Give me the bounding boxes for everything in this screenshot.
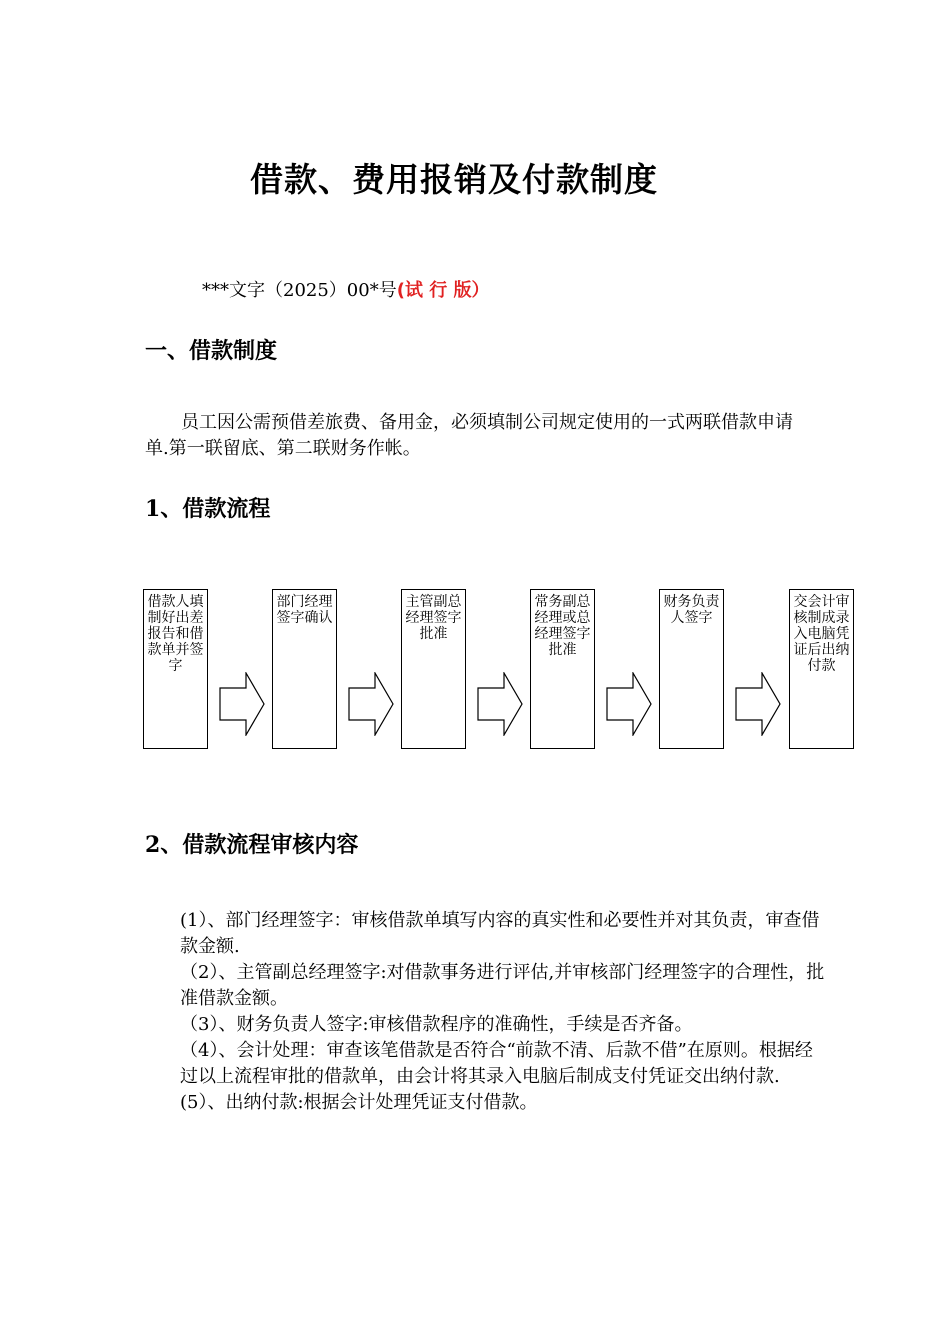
heading-review-text: 、借款流程审核内容 xyxy=(160,833,359,858)
arrow-right-icon xyxy=(735,672,781,736)
arrow-right-icon xyxy=(477,672,523,736)
arrow-right-icon xyxy=(348,672,394,736)
heading-review-content xyxy=(145,828,358,859)
arrow-right-icon xyxy=(219,672,265,736)
flow-step-5: 财务负责人签字 xyxy=(659,589,724,749)
flow-step-6: 交会计审核制成录入电脑凭证后出纳付款 xyxy=(789,589,854,749)
document-number: ***文字（2025）00*号 xyxy=(202,280,397,301)
document-number-line xyxy=(202,276,489,302)
document-title: 借款、费用报销及付款制度 xyxy=(250,160,658,199)
flow-step-3: 主管副总经理签字批准 xyxy=(401,589,466,749)
list-item: (5）、出纳付款:根据会计处理凭证支付借款。 xyxy=(180,1092,538,1113)
list-item: （3）、财务负责人签字:审核借款程序的准确性，手续是否齐备。 xyxy=(180,1014,693,1035)
list-item: （2）、主管副总经理签字:对借款事务进行评估,并审核部门经理签字的合理性，批准借款金额。 xyxy=(180,962,825,1009)
flow-step-2: 部门经理签字确认 xyxy=(272,589,337,749)
heading-loan-process-text: 、借款流程 xyxy=(160,497,271,522)
heading-loan-process xyxy=(145,492,270,523)
arrow-right-icon xyxy=(606,672,652,736)
review-items-list xyxy=(180,908,830,1116)
list-item: (1）、部门经理签字：审核借款单填写内容的真实性和必要性并对其负责，审查借款金额. xyxy=(180,910,820,957)
list-item: （4）、会计处理：审查该笔借款是否符合“前款不清、后款不借”在原则。根据经过以上流程审批的借款单，由会计将其录入电脑后制成支付凭证交出纳付款. xyxy=(180,1040,813,1087)
heading-loan-process-number: 1 xyxy=(145,496,161,522)
flow-step-1: 借款人填制好出差报告和借款单并签字 xyxy=(143,589,208,749)
loan-policy-paragraph: 员工因公需预借差旅费、备用金，必须填制公司规定使用的一式两联借款申请单.第一联留底、第二联财务作帐。 xyxy=(145,412,793,459)
section-heading-loan-policy: 一、借款制度 xyxy=(145,339,278,364)
flow-step-4: 常务副总经理或总经理签字批准 xyxy=(530,589,595,749)
trial-version-tag: (试 行 版） xyxy=(396,280,490,301)
heading-review-number: 2 xyxy=(145,832,161,858)
